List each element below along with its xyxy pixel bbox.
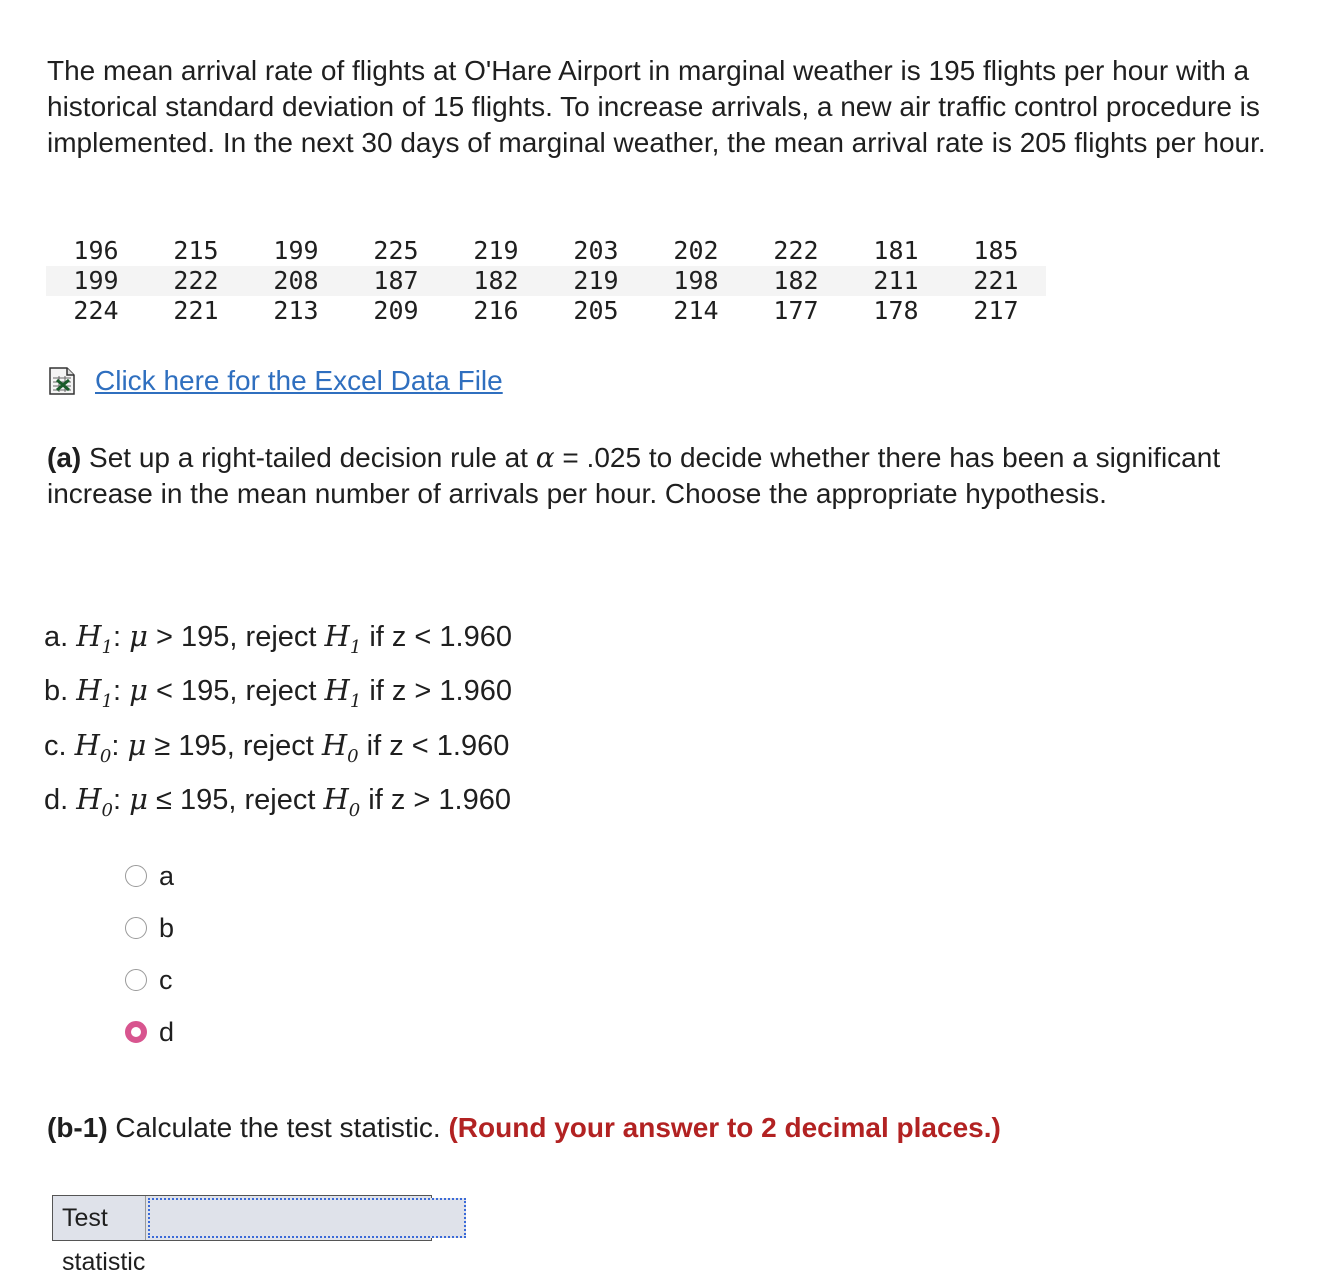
alpha-symbol: α (535, 441, 555, 474)
table-cell: 198 (646, 266, 746, 296)
option-relation: > 195, reject (147, 621, 325, 653)
choice-b[interactable] (125, 902, 174, 954)
table-cell: 209 (373, 296, 419, 325)
mu-symbol: μ (129, 673, 148, 708)
choice-label[interactable]: c (159, 964, 173, 995)
question-a-label: (a) (47, 442, 82, 473)
table-row (46, 296, 1046, 326)
hypothesis-subscript: 0 (347, 745, 359, 767)
option-letter: c. (44, 729, 67, 762)
table-cell: 214 (673, 296, 719, 325)
table-cell: 219 (546, 266, 646, 296)
option-relation: < 195, reject (147, 675, 325, 708)
table-cell: 199 (273, 236, 319, 265)
radio-button-b[interactable] (125, 917, 147, 939)
flight-data-table (46, 236, 1046, 326)
table-cell: 222 (773, 236, 819, 265)
radio-button-c[interactable] (125, 969, 147, 991)
hypothesis-symbol: H (76, 673, 102, 708)
table-row (46, 236, 1046, 266)
hypothesis-symbol: H (76, 619, 102, 653)
hypothesis-symbol: H (76, 781, 102, 816)
table-cell: 187 (346, 266, 446, 296)
question-b1 (47, 1110, 1001, 1146)
table-cell: 217 (973, 296, 1019, 325)
table-row (46, 266, 1046, 296)
mu-symbol: μ (127, 727, 147, 762)
hypothesis-symbol: H (321, 727, 348, 762)
excel-link-label[interactable]: Click here for the Excel Data File (95, 365, 503, 396)
option-letter: d. (44, 783, 69, 816)
hypothesis-subscript: 0 (348, 799, 361, 821)
table-cell: 221 (946, 266, 1046, 296)
table-cell: 185 (973, 236, 1019, 265)
radio-button-d[interactable] (125, 1021, 147, 1043)
table-cell: 205 (573, 296, 619, 325)
table-cell: 208 (246, 266, 346, 296)
choice-d[interactable] (125, 1006, 174, 1058)
table-cell: 222 (146, 266, 246, 296)
option-c: c. $H_0$: μ ≥ 195, reject $H_0$ if z < 1.960 (44, 727, 510, 767)
table-cell: 225 (373, 236, 419, 265)
option-b: b. $H_1$: μ < 195, reject $H_1$ if z > 1.960 (44, 673, 513, 713)
test-statistic-answer-row (52, 1195, 432, 1276)
test-statistic-label: Test statistic (53, 1196, 146, 1240)
table-cell: 202 (673, 236, 719, 265)
hypothesis-subscript: 1 (101, 636, 113, 658)
test-statistic-input[interactable] (148, 1198, 466, 1238)
excel-data-file-link[interactable] (47, 365, 503, 397)
option-letter: a. (44, 621, 69, 653)
option-condition: if z > 1.960 (360, 783, 511, 816)
choice-label[interactable]: d (159, 1016, 175, 1047)
hypothesis-symbol: H (74, 727, 100, 762)
option-letter: b. (44, 675, 69, 708)
choice-a[interactable] (125, 850, 174, 902)
mu-symbol: μ (129, 619, 148, 653)
rounding-instruction: (Round your answer to 2 decimal places.) (448, 1112, 1001, 1143)
table-cell: 181 (873, 236, 919, 265)
option-a: a. $H_1$: μ > 195, reject $H_1$ if z < 1.960 (44, 619, 513, 658)
option-condition: if z < 1.960 (361, 621, 513, 653)
option-condition: if z > 1.960 (361, 675, 513, 708)
hypothesis-symbol: H (324, 673, 350, 708)
answer-choice-group (125, 850, 174, 1058)
table-cell: 211 (846, 266, 946, 296)
table-cell: 216 (473, 296, 519, 325)
hypothesis-subscript: 1 (101, 691, 113, 713)
option-condition: if z < 1.960 (358, 729, 510, 762)
table-cell: 224 (73, 296, 119, 325)
choice-c[interactable] (125, 954, 174, 1006)
table-cell: 178 (873, 296, 919, 325)
choice-label[interactable]: a (159, 860, 175, 891)
table-cell: 182 (446, 266, 546, 296)
question-b1-text: Calculate the test statistic. (107, 1112, 449, 1143)
hypothesis-subscript: 0 (101, 799, 113, 821)
hypothesis-symbol: H (324, 619, 350, 653)
spreadsheet-file-icon (47, 366, 77, 396)
question-a-text-2: = .025 to decide whether there has been a significant increase in the mean number of arrivals per hour. Choose the appropriate hypothesis. (47, 442, 1221, 509)
table-cell: 177 (773, 296, 819, 325)
choice-label[interactable]: b (159, 912, 175, 943)
question-a (47, 440, 1307, 512)
hypothesis-options (44, 615, 512, 832)
hypothesis-symbol: H (323, 781, 349, 816)
option-relation: ≥ 195, reject (146, 729, 322, 762)
hypothesis-subscript: 1 (349, 691, 362, 713)
table-cell: 182 (746, 266, 846, 296)
table-cell: 203 (573, 236, 619, 265)
question-a-text-1: Set up a right-tailed decision rule at (81, 442, 536, 473)
radio-button-a[interactable] (125, 865, 147, 887)
table-cell: 221 (173, 296, 219, 325)
question-b1-label: (b-1) (47, 1112, 108, 1143)
option-d: d. $H_0$: μ ≤ 195, reject $H_0$ if z > 1.960 (44, 781, 511, 821)
problem-intro: The mean arrival rate of flights at O'Hare Airport in marginal weather is 195 flights per hour with a historical standard deviation of 15 flights. To increase arrivals, a new air traffic control procedure is implemented. In the next 30 days of marginal weather, the mean arrival rate is 205 flights per hour. (47, 55, 1266, 158)
table-cell: 219 (473, 236, 519, 265)
table-cell: 215 (173, 236, 219, 265)
mu-symbol: μ (129, 781, 148, 816)
table-cell: 196 (73, 236, 119, 265)
table-cell: 199 (46, 266, 146, 296)
option-relation: ≤ 195, reject (147, 783, 324, 816)
hypothesis-subscript: 0 (99, 745, 112, 767)
table-cell: 213 (273, 296, 319, 325)
hypothesis-subscript: 1 (349, 636, 362, 658)
